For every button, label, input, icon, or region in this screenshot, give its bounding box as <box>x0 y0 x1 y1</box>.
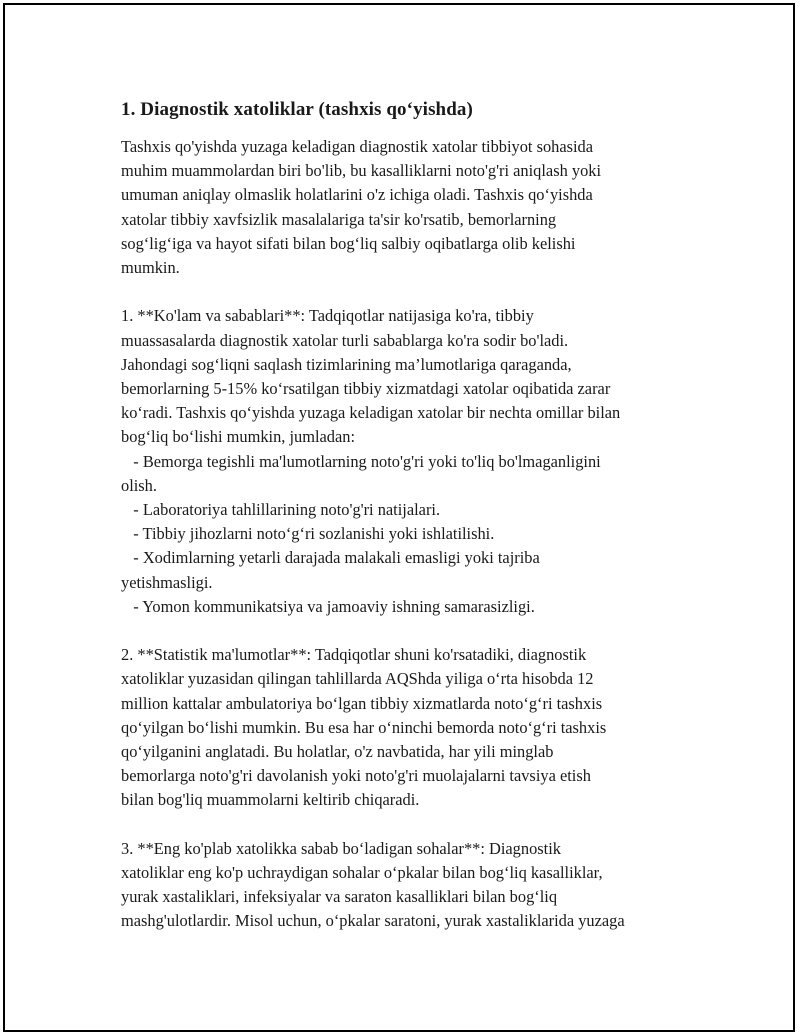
text-line: Jahondagi sog‘liqni saqlash tizimlarining ma’lumotlariga qaraganda, <box>121 354 572 374</box>
text-line: yetishmasligi. <box>121 572 213 592</box>
paragraph-gap <box>121 813 701 837</box>
text-line: yurak xastaliklari, infeksiyalar va saraton kasalliklari bilan bog‘liq <box>121 887 558 907</box>
text-line: ko‘radi. Tashxis qo‘yishda yuzaga keladigan xatolar bir nechta omillar bilan <box>121 403 621 423</box>
text-line: - Yomon kommunikatsiya va jamoaviy ishning samarasizligi. <box>121 596 535 616</box>
page-frame <box>3 3 795 1032</box>
text-line: bemorlarning 5-15% ko‘rsatilgan tibbiy xizmatdagi xatolar oqibatida zarar <box>121 379 611 399</box>
intro-paragraph <box>121 135 701 280</box>
document-body <box>121 97 701 934</box>
text-line: - Xodimlarning yetarli darajada malakali emasligi yoki tajriba <box>121 548 540 568</box>
text-line: xatoliklar yuzasidan qilingan tahlillarda AQShda yiliga o‘rta hisobda 12 <box>121 669 594 689</box>
text-line: qo‘yilgan bo‘lishi mumkin. Bu esa har o‘ninchi bemorda noto‘g‘ri tashxis <box>121 717 607 737</box>
text-line: Tashxis qo'yishda yuzaga keladigan diagnostik xatolar tibbiyot sohasida <box>121 137 594 156</box>
section-1-paragraph <box>121 304 701 619</box>
text-line: mashg'ulotlardir. Misol uchun, o‘pkalar saratoni, yurak xastaliklarida yuzaga <box>121 911 625 931</box>
text-line: sog‘lig‘iga va hayot sifati bilan bog‘liq salbiy oqibatlarga olib kelishi <box>121 233 576 253</box>
text-line: xatolar tibbiy xavfsizlik masalalariga ta'sir ko'rsatib, bemorlarning <box>121 209 557 229</box>
text-line: qo‘yilganini anglatadi. Bu holatlar, o'z navbatida, har yili minglab <box>121 742 554 762</box>
section-3-paragraph <box>121 837 701 934</box>
text-line: xatoliklar eng ko'p uchraydigan sohalar o‘pkalar bilan bog‘liq kasalliklar, <box>121 863 603 883</box>
text-line: bemorlarga noto'g'ri davolanish yoki noto'g'ri muolajalarni tavsiya etish <box>121 766 591 786</box>
text-line: 2. **Statistik ma'lumotlar**: Tadqiqotlar shuni ko'rsatadiki, diagnostik <box>121 645 587 665</box>
text-line: bilan bog'liq muammolarni keltirib chiqaradi. <box>121 790 420 810</box>
text-line: 1. **Ko'lam va sabablari**: Tadqiqotlar natijasiga ko'ra, tibbiy <box>121 306 534 326</box>
paragraph-gap <box>121 619 701 643</box>
text-line: 3. **Eng ko'plab xatolikka sabab bo‘ladigan sohalar**: Diagnostik <box>121 838 561 858</box>
text-line: - Laboratoriya tahlillarining noto'g'ri natijalari. <box>121 500 441 520</box>
text-line: muassasalarda diagnostik xatolar turli sabablarga ko'ra sodir bo'ladi. <box>121 330 569 350</box>
text-line: umuman aniqlay olmaslik holatlarini o'z ichiga oladi. Tashxis qo‘yishda <box>121 185 593 205</box>
text-line: - Tibbiy jihozlarni noto‘g‘ri sozlanishi yoki ishlatilishi. <box>121 524 495 544</box>
text-line: - Bemorga tegishli ma'lumotlarning noto'g'ri yoki to'liq bo'lmaganligini <box>121 451 601 471</box>
text-line: muhim muammolardan biri bo'lib, bu kasalliklarni noto'g'ri aniqlash yoki <box>121 161 602 181</box>
text-line: million kattalar ambulatoriya bo‘lgan tibbiy xizmatlarda noto‘g‘ri tashxis <box>121 693 603 713</box>
paragraph-list <box>121 135 701 934</box>
text-line: bog‘liq bo‘lishi mumkin, jumladan: <box>121 427 356 447</box>
section-2-paragraph <box>121 643 701 812</box>
text-line: olish. <box>121 475 157 495</box>
text-line: mumkin. <box>121 258 180 278</box>
paragraph-gap <box>121 280 701 304</box>
document-title: 1. Diagnostik xatoliklar (tashxis qo‘yishda) <box>121 99 473 120</box>
